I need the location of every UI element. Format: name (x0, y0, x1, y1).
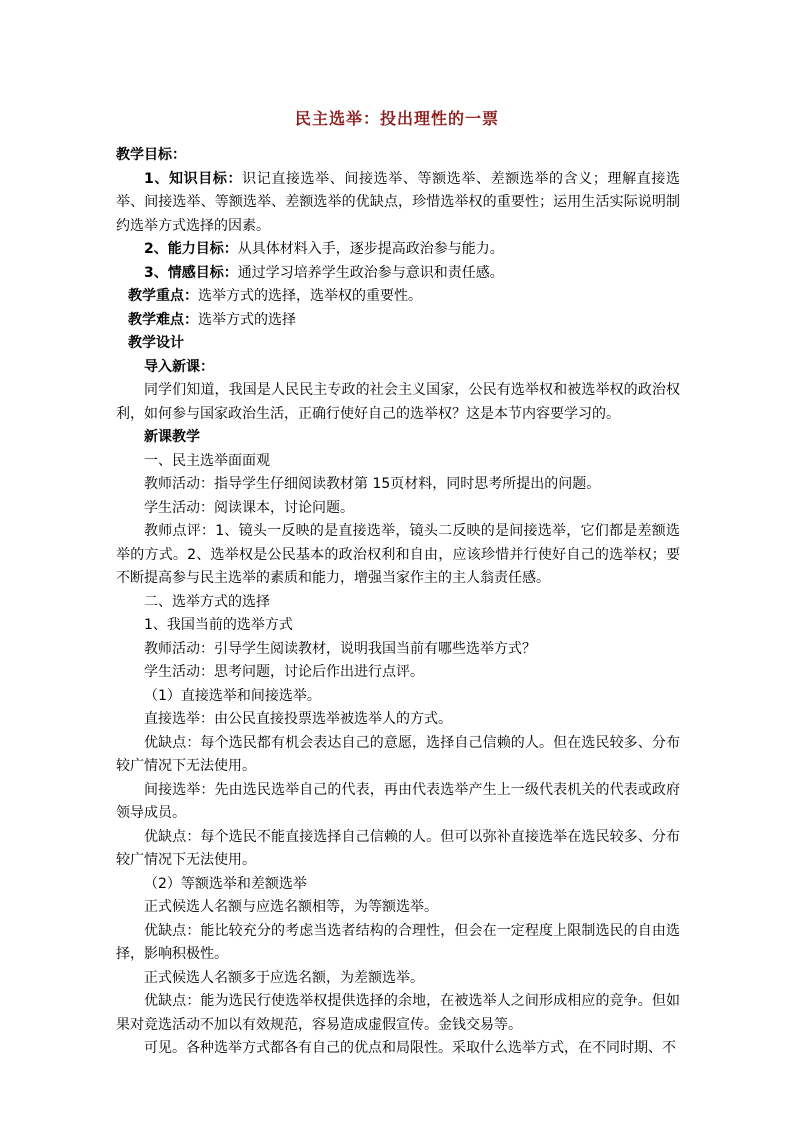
difficulty-text: 选举方式的选择 (198, 311, 296, 328)
section1-heading: 一、民主选举面面观 (144, 452, 270, 469)
equal-election-pros-cons: 优缺点：能比较充分的考虑当选者结构的合理性，但会在一定程度上限制选民的自由选择，影响积极性。 (116, 922, 680, 962)
ability-objective-text: 从具体材料入手，逐步提高政治参与能力。 (237, 241, 504, 257)
intro-heading: 导入新课： (144, 358, 214, 375)
item-equal-differential: （2）等额选举和差额选举 (144, 875, 307, 892)
section2-heading: 二、选举方式的选择 (144, 593, 270, 610)
conclusion-text: 可见。各种选举方式都各有自己的优点和局限性。采取什么选举方式，在不同时期、不 (144, 1040, 676, 1056)
section1-teacher-comment: 教师点评：1、镜头一反映的是直接选举，镜头二反映的是间接选举，它们都是差额选举的方式。2、选举权是公民基本的政治权利和自由，应该珍惜并行使好自己的选举权；要不断提高参与民主选举的素质和能力，增强当家作主的主人翁责任感。 (116, 523, 680, 586)
section1-student-activity: 学生活动：阅读课本，讨论问题。 (144, 499, 354, 516)
ability-objective (116, 238, 680, 262)
intro-text: 同学们知道，我国是人民民主专政的社会主义国家，公民有选举权和被选举权的政治权利，如何参与国家政治生活，正确行使好自己的选举权？这是本节内容要学习的。 (116, 382, 680, 422)
indirect-election-definition: 间接选举：先由选民选举自己的代表，再由代表选举产生上一级代表机关的代表或政府领导成员。 (116, 781, 680, 821)
difficulty (116, 309, 680, 333)
section2-subheading: 1、我国当前的选举方式 (144, 617, 293, 633)
differential-election-definition: 正式候选人名额多于应选名额，为差额选举。 (144, 969, 424, 986)
difficulty-label: 教学难点： (128, 311, 198, 328)
new-lesson-heading: 新课教学 (144, 429, 200, 445)
direct-election-definition: 直接选举：由公民直接投票选举被选举人的方式。 (144, 711, 452, 727)
ability-objective-label: 2、能力目标： (144, 241, 238, 257)
knowledge-objective (116, 168, 680, 239)
section2-teacher-activity: 教师活动：引导学生阅读教材，说明我国当前有哪些选举方式？ (144, 640, 536, 657)
direct-election-pros-cons: 优缺点：每个选民都有机会表达自己的意愿，选择自己信赖的人。但在选民较多、分布较广情况下无法使用。 (116, 734, 680, 774)
knowledge-objective-label: 1、知识目标： (144, 170, 243, 187)
document-body (116, 144, 680, 1061)
emotion-objective-text: 通过学习培养学生政治参与意识和责任感。 (237, 264, 504, 281)
section1-teacher-activity: 教师活动：指导学生仔细阅读教材第 15页材料，同时思考所提出的问题。 (144, 476, 601, 492)
section2-student-activity: 学生活动：思考问题，讨论后作出进行点评。 (144, 664, 424, 680)
emotion-objective-label: 3、情感目标： (144, 264, 238, 281)
differential-election-pros-cons: 优缺点：能为选民行使选举权提供选择的余地，在被选举人之间形成相应的竞争。但如果对竞选活动不加以有效规范，容易造成虚假宣传。金钱交易等。 (116, 993, 680, 1033)
item-direct-indirect: （1）直接选举和间接选举。 (144, 687, 321, 704)
design-heading: 教学设计 (128, 335, 184, 351)
emotion-objective (116, 262, 680, 286)
document-title: 民主选举：投出理性的一票 (294, 109, 499, 128)
knowledge-objective-text: 识记直接选举、间接选举、等额选举、差额选举的含义；理解直接选举、间接选举、等额选举、差额选举的优缺点，珍惜选举权的重要性；运用生活实际说明制约选举方式选择的因素。 (116, 170, 680, 234)
key-point-text: 选举方式的选择，选举权的重要性。 (198, 288, 422, 304)
equal-election-definition: 正式候选人名额与应选名额相等，为等额选举。 (144, 899, 438, 915)
indirect-election-pros-cons: 优缺点：每个选民不能直接选择自己信赖的人。但可以弥补直接选举在选民较多、分布较广情况下无法使用。 (116, 828, 680, 868)
key-point (116, 285, 680, 309)
key-point-label: 教学重点： (128, 288, 198, 304)
objectives-heading: 教学目标： (116, 147, 186, 163)
